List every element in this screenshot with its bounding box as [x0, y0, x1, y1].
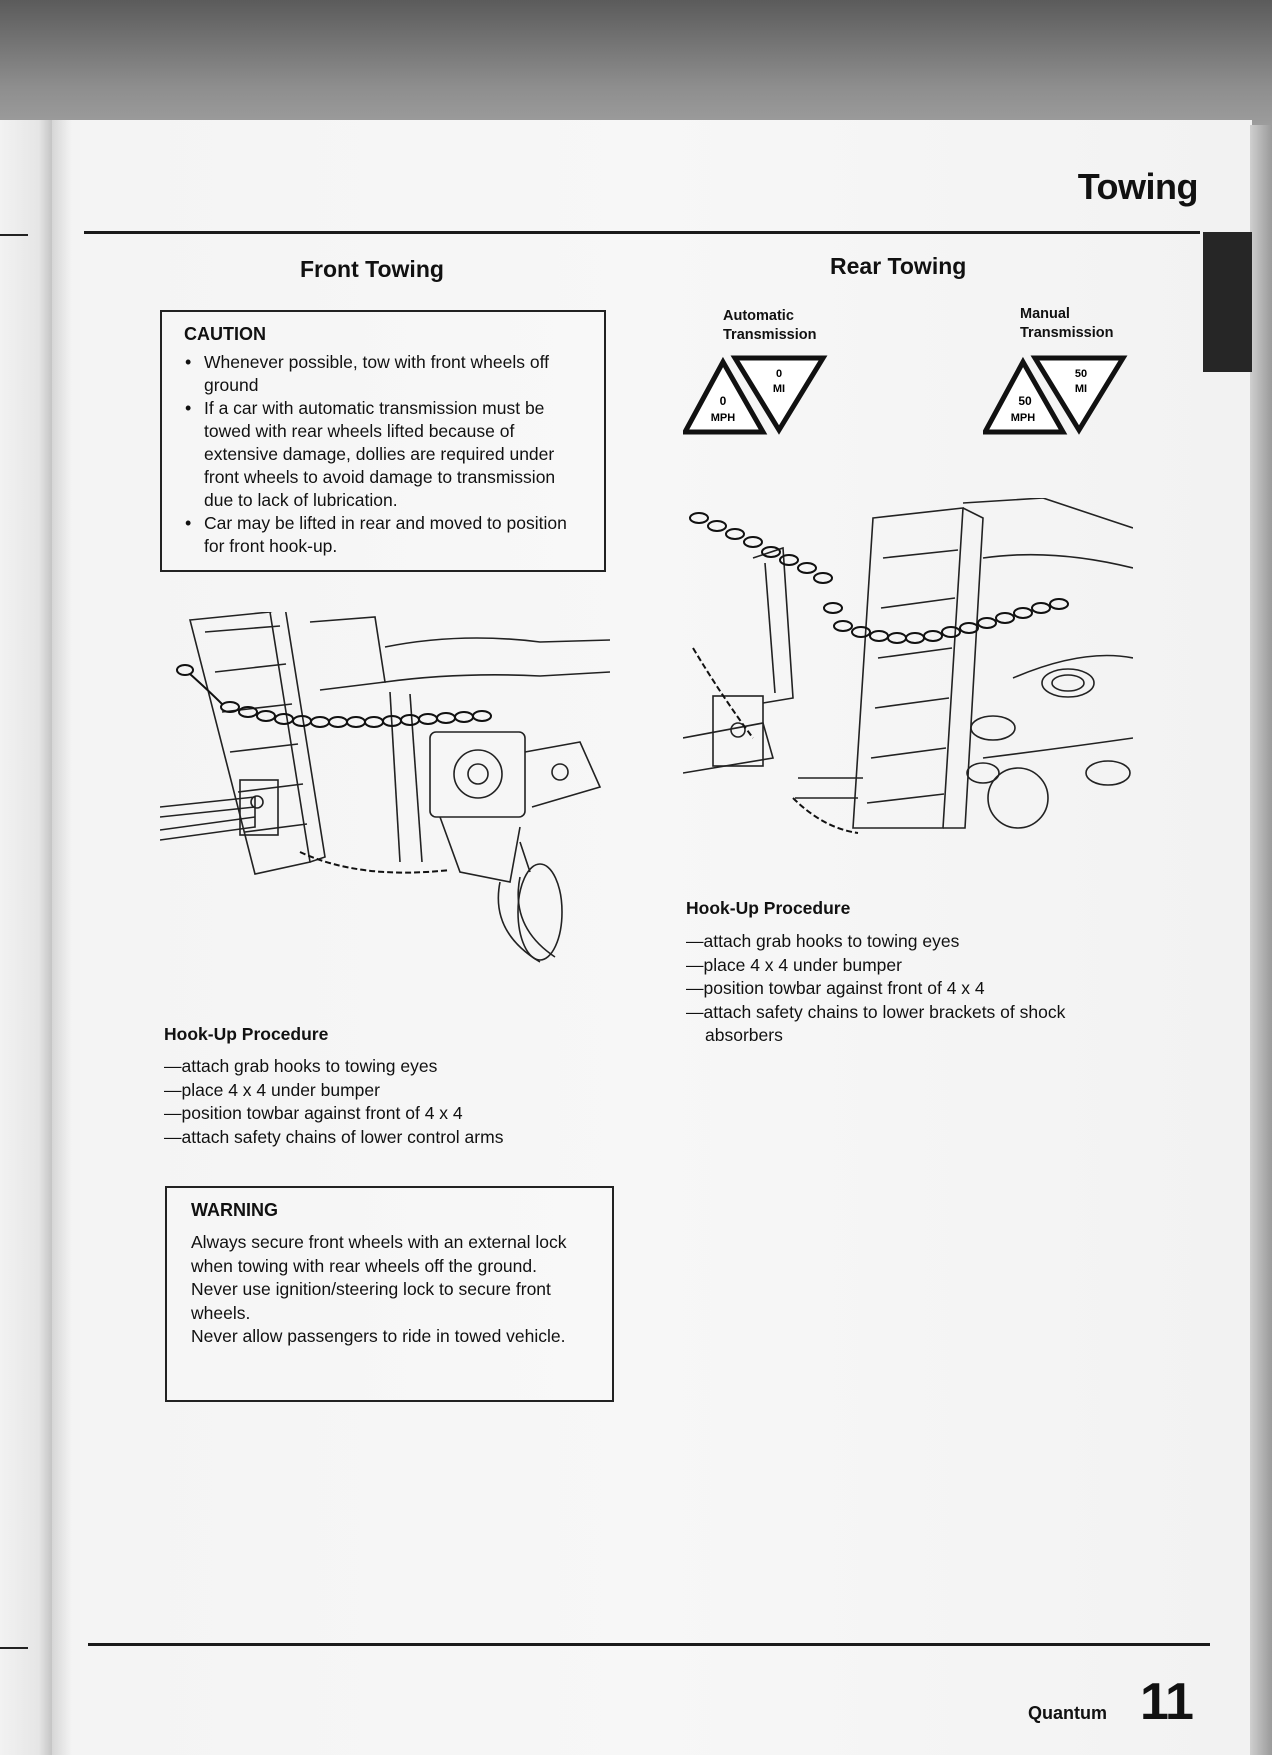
- caution-title: CAUTION: [184, 324, 266, 344]
- mi-value: 0: [775, 368, 783, 380]
- procedure-step: —place 4 x 4 under bumper: [686, 954, 902, 975]
- procedure-step: —position towbar against front of 4 x 4: [686, 978, 985, 998]
- rear-towing-title: Rear Towing: [830, 253, 967, 279]
- mph-value: 0: [719, 394, 727, 408]
- facing-page-rule: [0, 234, 28, 236]
- caution-item: • If a car with automatic transmission must be towed with rear wheels lifted because of extensive damage, dollies are required under front wheels to avoid damage to transmission due to lack of lubrication.: [204, 397, 586, 512]
- front-procedure-title: Hook-Up Procedure: [164, 1024, 329, 1044]
- footer-model-name: Quantum: [1028, 1703, 1107, 1723]
- mph-unit: MPH: [710, 412, 736, 424]
- warning-title: WARNING: [191, 1200, 278, 1220]
- mph-unit: MPH: [1010, 412, 1036, 424]
- rear-procedure-steps: [686, 930, 1106, 1048]
- procedure-step: —position towbar against front of 4 x 4: [164, 1103, 463, 1123]
- scan-background: [0, 0, 1272, 125]
- caution-item: • Whenever possible, tow with front wheels off ground: [204, 351, 586, 397]
- facing-page-rule: [0, 1647, 28, 1649]
- automatic-transmission-label: [723, 307, 816, 345]
- manual-speed-limit-sign: [983, 354, 1133, 436]
- automatic-label-line: Automatic: [723, 308, 794, 324]
- procedure-step: —place 4 x 4 under bumper: [164, 1079, 380, 1100]
- warning-line: Always secure front wheels with an external lock when towing with rear wheels off the ground.: [191, 1232, 567, 1276]
- manual-label-line: Manual: [1020, 306, 1070, 322]
- page-edge-shadow: [1250, 125, 1272, 1755]
- page-number: 11: [1140, 1673, 1193, 1731]
- mi-unit: MI: [1074, 383, 1088, 395]
- caution-item: • Car may be lifted in rear and moved to position for front hook-up.: [204, 512, 586, 558]
- mi-unit: MI: [772, 383, 786, 395]
- manual-transmission-label: [1020, 305, 1113, 343]
- footer-rule: [88, 1643, 1210, 1646]
- front-towing-illustration: [160, 612, 610, 972]
- rear-procedure-title: Hook-Up Procedure: [686, 898, 851, 918]
- procedure-step: —attach grab hooks to towing eyes: [164, 1056, 438, 1076]
- rear-towing-illustration: [683, 498, 1133, 843]
- section-thumb-tab: [1203, 232, 1252, 372]
- facing-page-edge: [0, 120, 55, 1755]
- mph-value: 50: [1018, 394, 1032, 408]
- automatic-label-line: Transmission: [723, 327, 817, 343]
- header-rule: [84, 231, 1200, 234]
- warning-line: Never allow passengers to ride in towed vehicle.: [191, 1326, 566, 1346]
- warning-box: [165, 1186, 614, 1402]
- caution-box: [160, 310, 606, 572]
- front-procedure-steps: [164, 1055, 564, 1149]
- procedure-step: —attach safety chains to lower brackets of shock absorbers: [686, 1001, 1066, 1045]
- mi-value: 50: [1074, 368, 1088, 380]
- caution-list: [184, 351, 586, 558]
- procedure-step: —attach safety chains of lower control arms: [164, 1126, 504, 1147]
- manual-label-line: Transmission: [1020, 325, 1114, 341]
- procedure-step: —attach grab hooks to towing eyes: [686, 931, 960, 951]
- warning-line: Never use ignition/steering lock to secure front wheels.: [191, 1279, 551, 1323]
- automatic-speed-limit-sign: [683, 354, 833, 436]
- page-header-title: Towing: [1077, 166, 1198, 207]
- front-towing-title: Front Towing: [300, 256, 444, 282]
